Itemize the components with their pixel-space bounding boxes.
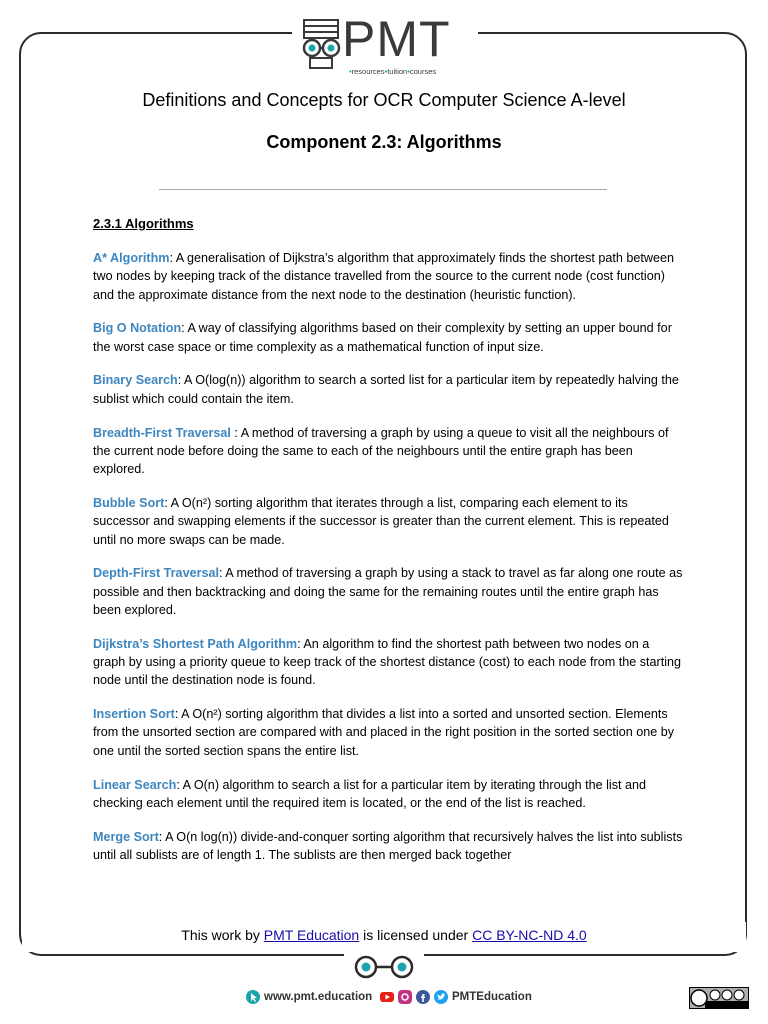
divider [159,189,607,190]
definition-text: : A generalisation of Dijkstra’s algorithm that approximately finds the shortest path between two nodes by keeping track of the distance travelled from the source to the current node (cost function) and the approximate distance from the next node to the destination (heuristic function). [93,251,674,302]
tag-courses: courses [409,67,437,76]
twitter-icon[interactable] [434,990,448,1004]
definition-term: Linear Search [93,777,177,792]
definition-text: : An algorithm to find the shortest path between two nodes on a graph by using a priority queue to keep track of the shortest distance (cost) to each node from the starting node until the destination node is found. [93,636,682,688]
definition-text: : A O(n) algorithm to search a list for a particular item by iterating through the list and checking each element until the required item is located, or the end of the list is reached. [93,777,647,810]
definition-term: Depth-First Traversal [93,566,219,581]
component-title: Component 2.3: Algorithms [266,132,502,152]
definition-entry [93,635,683,690]
definition-entry [93,319,683,356]
cc-by-nc-nd-badge-icon [689,987,749,1009]
social-icons [380,990,450,1004]
social-handle: PMTEducation [452,991,532,1003]
pmt-glasses-logo-icon [300,18,344,70]
definition-text: : A method of traversing a graph by using a queue to visit all the neighbours of the current node before doing the same to each of the neighbours until the entire graph has been explored. [93,425,669,477]
section-heading: 2.3.1 Algorithms [93,216,194,231]
definition-text: : A method of traversing a graph by using a stack to travel as far along one route as possible and then backtracking and doing the same for the remaining routes until the entire graph has been explored. [93,566,683,617]
definition-entry [93,249,683,304]
definition-entry [93,424,683,479]
definition-entry [93,371,683,408]
license-prefix: This work by [181,927,264,943]
youtube-icon[interactable] [380,992,394,1002]
cursor-click-icon [246,990,260,1004]
definition-text: : A O(n log(n)) divide-and-conquer sorting algorithm that recursively halves the list into sublists until all sublists are of length 1. The sublists are then merged back together [93,829,683,862]
definition-entry [93,776,683,813]
definition-text: : A way of classifying algorithms based on their complexity by setting an upper bound for the worst case space or time complexity as a mathematical function of input size. [93,321,672,354]
definition-entry [93,564,683,619]
tag-tuition: tuition [387,67,408,76]
definition-text: : A O(n²) sorting algorithm that divides a list into a sorted and unsorted section. Elements from the unsorted section are compared with and placed in the right position in the sorted section one by one until the sorted section spans the entire list. [93,707,675,758]
instagram-icon[interactable] [398,990,412,1004]
logo-tagline: •resources•tuition•courses [349,67,437,76]
tag-resources: resources [351,67,385,76]
definition-term: Big O Notation [93,321,182,336]
glasses-icon [350,955,418,979]
definitions-list [93,249,683,880]
definition-term: Binary Search [93,373,178,388]
definition-text: : A O(n²) sorting algorithm that iterates through a list, comparing each element to its successor and swapping elements if the successor is greater than the current element. This is repeated until no more swaps can be made. [93,495,669,547]
definition-term: Bubble Sort [93,495,165,510]
license-mid: is licensed under [359,927,473,943]
pmt-education-link[interactable]: PMT Education [263,927,360,943]
definition-entry [93,705,683,760]
definition-text: : A O(log(n)) algorithm to search a sorted list for a particular item by repeatedly halving the sublist which could contain the item. [93,373,679,406]
definition-term: Merge Sort [93,829,159,844]
facebook-icon[interactable] [416,990,430,1004]
definition-term: Insertion Sort [93,707,175,722]
definition-term: Dijkstra’s Shortest Path Algorithm [93,636,298,651]
logo-text: PMT [342,11,451,67]
website-link[interactable]: www.pmt.education [264,991,373,1003]
definition-term: Breadth-First Traversal [93,425,231,440]
definition-term: A* Algorithm [93,251,170,265]
document-title: Definitions and Concepts for OCR Computer Science A-level [142,90,626,110]
definition-entry [93,828,683,865]
definition-entry [93,494,683,549]
cc-license-link[interactable]: CC BY-NC-ND 4.0 [472,927,587,943]
license-line [0,926,768,944]
